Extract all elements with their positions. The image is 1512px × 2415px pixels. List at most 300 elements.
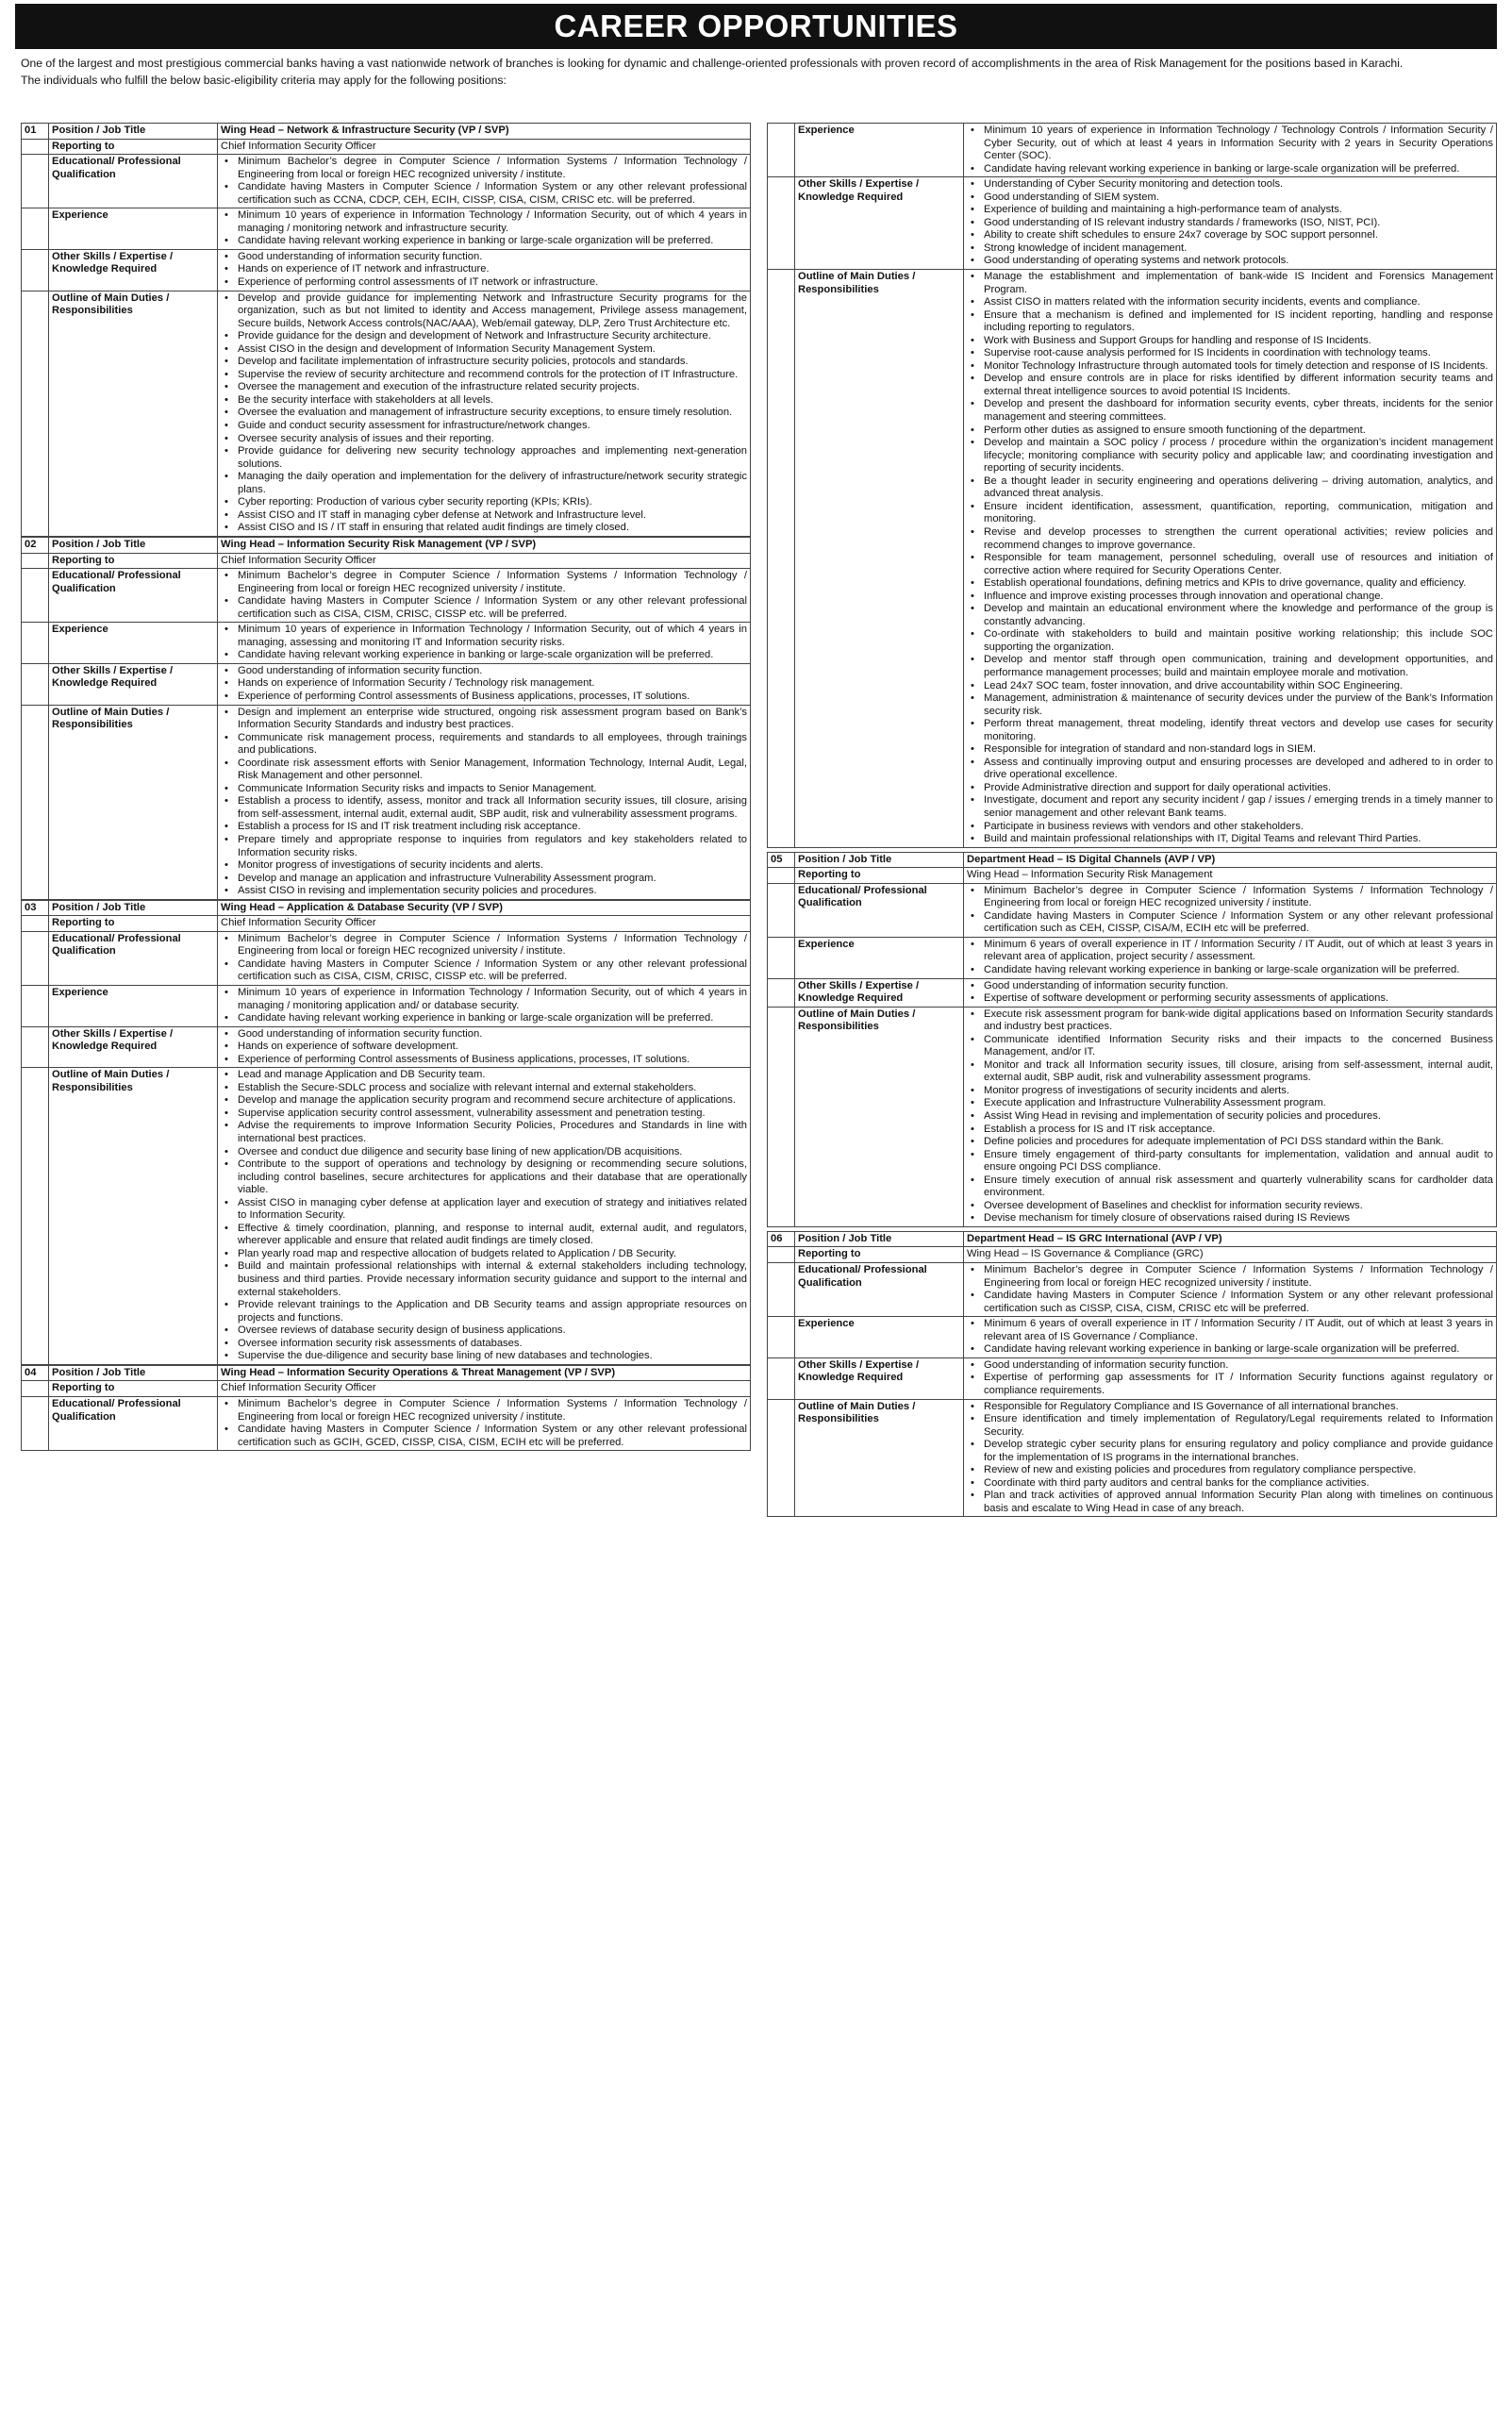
position-number [22, 291, 49, 536]
skills-list [967, 980, 1493, 1006]
duties-item: • Coordinate risk assessment efforts with Senior Management, Information Technology, Internal Audit, Legal, Risk Management and other personnel. [221, 758, 747, 783]
duties-item: • Ensure timely execution of annual risk assessment and quarterly vulnerability scans for cardholder data environment. [967, 1174, 1493, 1200]
job-title: Wing Head – Application & Database Security (VP / SVP) [218, 900, 751, 916]
position-number [768, 1357, 795, 1399]
reporting-to-value: Wing Head – IS Governance & Compliance (GRC) [964, 1247, 1497, 1263]
education-item: • Minimum Bachelor’s degree in Computer Science / Information Systems / Information Technology / Engineering from local or foreign HEC recognized university / institute. [967, 885, 1493, 910]
position-number: 03 [22, 900, 49, 916]
row-duties-value [964, 1007, 1497, 1226]
position-number [22, 1068, 49, 1365]
education-list [967, 885, 1493, 936]
row-skills-label: Other Skills / Expertise / Knowledge Required [795, 978, 964, 1007]
row-duties-value [218, 705, 751, 899]
reporting-to-value: Wing Head – Information Security Risk Management [964, 868, 1497, 884]
duties-list [221, 707, 747, 898]
position-table-03 [21, 900, 751, 1365]
duties-item: • Supervise root-cause analysis performed for IS Incidents in coordination with technology teams. [967, 347, 1493, 360]
duties-item: • Assist CISO in the design and development of Information Security Management System. [221, 343, 747, 357]
row-reporting-label: Reporting to [795, 1247, 964, 1263]
duties-item: • Build and maintain professional relationships with IT, Digital Teams and relevant Third Parties. [967, 833, 1493, 846]
row-education-value [218, 569, 751, 623]
reporting-to-value: Chief Information Security Officer [218, 1381, 751, 1397]
duties-item: • Advise the requirements to improve Information Security Policies, Procedures and Standards in line with international best practices. [221, 1120, 747, 1145]
position-number [768, 868, 795, 884]
education-list [967, 1264, 1493, 1315]
duties-item: • Assist Wing Head in revising and implementation of security policies and procedures. [967, 1110, 1493, 1124]
skills-list [967, 1359, 1493, 1398]
row-education [22, 569, 751, 623]
duties-item: • Develop and present the dashboard for information security events, cyber threats, incidents for the senior management and steering committees. [967, 398, 1493, 424]
duties-item: • Monitor progress of investigations of security incidents and alerts. [967, 1085, 1493, 1098]
duties-list [967, 271, 1493, 846]
duties-item: • Influence and improve existing processes through innovation and operational change. [967, 591, 1493, 604]
duties-item: • Establish operational foundations, defining metrics and KPIs to drive governance, quality and efficiency. [967, 577, 1493, 591]
position-number [768, 937, 795, 978]
education-item: • Candidate having Masters in Computer Science / Information System or any other relevant professional certification such as CCNA, CDCP, CEH, ECIH, CISSP, CISA, CISM, CRISC etc. will be preferred. [221, 181, 747, 207]
duties-item: • Monitor and track all Information security issues, till closure, arising from self-assessment, internal audit, external audit, SBP audit, risk and vulnerability assessment programs. [967, 1059, 1493, 1085]
skills-item: • Hands on experience of Information Security / Technology risk management. [221, 677, 747, 691]
duties-item: • Ensure incident identification, assessment, quantification, reporting, communication, mitigation and monitoring. [967, 501, 1493, 526]
duties-item: • Guide and conduct security assessment for infrastructure/network changes. [221, 420, 747, 433]
experience-list [967, 125, 1493, 175]
duties-item: • Build and maintain professional relationships with internal & external stakeholders including technology, business and third parties. Provide necessary information security guidance and support to the internal and external stakeholders. [221, 1260, 747, 1299]
position-number: 01 [22, 124, 49, 140]
duties-item: • Plan yearly road map and respective allocation of budgets related to Application / DB Security. [221, 1248, 747, 1261]
education-item: • Minimum Bachelor’s degree in Computer Science / Information Systems / Information Technology / Engineering from local or foreign HEC recognized university / institute. [221, 570, 747, 595]
position-number [22, 249, 49, 291]
experience-item: • Minimum 10 years of experience in Information Technology / Technology Controls / Information Security / Cyber Security, out of which at least 4 years in Information Security with 2 years in Security Operations Center (SOC). [967, 125, 1493, 163]
position-number [22, 1381, 49, 1397]
row-duties-label: Outline of Main Duties / Responsibilities [49, 705, 218, 899]
duties-item: • Devise mechanism for timely closure of observations raised during IS Reviews [967, 1212, 1493, 1225]
duties-item: • Ensure that a mechanism is defined and implemented for IS incident reporting, handling and response including reporting to regulators. [967, 309, 1493, 335]
duties-item: • Co-ordinate with stakeholders to build and maintain positive working relationship; this include SOC supporting the organization. [967, 628, 1493, 654]
row-duties-label: Outline of Main Duties / Responsibilities [795, 1007, 964, 1226]
position-table-01 [21, 123, 751, 537]
duties-item: • Develop and facilitate implementation of infrastructure security policies, protocols and standards. [221, 356, 747, 369]
duties-item: • Be the security interface with stakeholders at all levels. [221, 394, 747, 408]
row-education-label: Educational/ Professional Qualification [49, 1396, 218, 1450]
duties-item: • Effective & timely coordination, planning, and response to internal audit, external audit, and regulators, wherever applicable and ensure that related audit findings are timely closed. [221, 1223, 747, 1248]
duties-item: • Provide guidance for the design and development of Network and Infrastructure Security architecture. [221, 330, 747, 343]
row-experience [768, 124, 1497, 177]
row-duties [22, 705, 751, 899]
duties-item: • Develop strategic cyber security plans for ensuring regulatory and policy compliance and provide guidance for the implementation of IS programs in the international branches. [967, 1439, 1493, 1464]
row-education [22, 931, 751, 985]
row-experience-label: Experience [49, 208, 218, 250]
duties-item: • Ensure identification and timely implementation of Regulatory/Legal requirements related to Information Security. [967, 1413, 1493, 1439]
position-number [22, 553, 49, 569]
job-title: Department Head – IS Digital Channels (AVP / VP) [964, 852, 1497, 868]
row-education-value [964, 1263, 1497, 1317]
position-number [22, 208, 49, 250]
education-item: • Candidate having Masters in Computer Science / Information System or any other relevant professional certification such as CISA, CISM, CRISC, CISSP etc. will be preferred. [221, 958, 747, 984]
row-skills [22, 1026, 751, 1068]
duties-item: • Assist CISO in managing cyber defense at application layer and execution of strategy and initiatives related to Information Security. [221, 1197, 747, 1223]
position-number [22, 916, 49, 932]
duties-item: • Lead 24x7 SOC team, foster innovation, and drive accountability within SOC Engineering. [967, 680, 1493, 693]
skills-item: • Good understanding of information security function. [221, 665, 747, 678]
duties-item: • Develop and ensure controls are in place for risks identified by different information security teams and external threat intelligence sources to avoid potential IS Incidents. [967, 373, 1493, 398]
row-skills [768, 1357, 1497, 1399]
row-duties-value [964, 1399, 1497, 1517]
experience-item: • Minimum 6 years of overall experience in IT / Information Security / IT Audit, out of which at least 3 years in relevant area of application, project security / assessment. [967, 939, 1493, 964]
row-reporting-label: Reporting to [49, 1381, 218, 1397]
skills-item: • Hands on experience of software development. [221, 1041, 747, 1054]
duties-item: • Managing the daily operation and implementation for the delivery of infrastructure/network security strategic plans. [221, 471, 747, 496]
duties-item: • Be a thought leader in security engineering and operations delivering – driving automation, analytics, and advanced threat analysis. [967, 475, 1493, 501]
duties-item: • Execute risk assessment program for bank-wide digital applications based on Information Security standards and industry best practices. [967, 1008, 1493, 1034]
position-table-06 [767, 1231, 1497, 1517]
position-number [768, 978, 795, 1007]
row-education [768, 883, 1497, 937]
duties-item: • Oversee development of Baselines and checklist for information security reviews. [967, 1200, 1493, 1213]
row-education-label: Educational/ Professional Qualification [49, 931, 218, 985]
education-list [221, 933, 747, 984]
position-number [22, 986, 49, 1027]
duties-item: • Work with Business and Support Groups for handling and response of IS Incidents. [967, 335, 1493, 348]
skills-list [221, 1028, 747, 1067]
duties-item: • Establish a process to identify, assess, monitor and track all Information security issues, till closure, arising from self-assessment, internal audit, external audit, SBP audit, risk and vulnerability assessment programs. [221, 795, 747, 821]
reporting-to-value: Chief Information Security Officer [218, 553, 751, 569]
row-education-label: Educational/ Professional Qualification [795, 883, 964, 937]
row-duties-label: Outline of Main Duties / Responsibilities [795, 1399, 964, 1517]
duties-item: • Develop and mentor staff through open communication, training and development opportunities, and performance management processes; build and maintain employee morale and motivation. [967, 654, 1493, 679]
duties-item: • Establish a process for IS and IT risk treatment including risk acceptance. [221, 821, 747, 834]
position-number [22, 663, 49, 705]
position-number [22, 931, 49, 985]
row-title [22, 124, 751, 140]
experience-item: • Candidate having relevant working experience in banking or large-scale organization will be preferred. [967, 163, 1493, 176]
skills-item: • Good understanding of information security function. [967, 1359, 1493, 1373]
row-skills-label: Other Skills / Expertise / Knowledge Required [49, 1026, 218, 1068]
row-duties [22, 291, 751, 536]
row-skills-value [218, 1026, 751, 1068]
duties-item: • Ensure timely engagement of third-party consultants for implementation, validation and annual audit to ensure ongoing PCI DSS compliance. [967, 1149, 1493, 1174]
intro-criteria: The individuals who fulfill the below basic-eligibility criteria may apply for the following positions: [21, 74, 507, 87]
row-title-label: Position / Job Title [49, 124, 218, 140]
duties-item: • Communicate Information Security risks and impacts to Senior Management. [221, 783, 747, 796]
row-duties [768, 1007, 1497, 1226]
experience-item: • Minimum 10 years of experience in Information Technology / Information Security, out of which 4 years in managing, assessing and monitoring IT and Information security risks. [221, 624, 747, 649]
row-skills-value [218, 249, 751, 291]
experience-item: • Minimum 10 years of experience in Information Technology / Information Security, out of which 4 years in managing / monitoring network and infrastructure security. [221, 209, 747, 235]
skills-list [221, 665, 747, 704]
duties-item: • Communicate risk management process, requirements and standards to all employees, through trainings and publications. [221, 732, 747, 758]
row-education-label: Educational/ Professional Qualification [49, 569, 218, 623]
row-duties [768, 1399, 1497, 1517]
row-duties [768, 270, 1497, 848]
row-duties-label: Outline of Main Duties / Responsibilities [49, 291, 218, 536]
row-education-value [218, 1396, 751, 1450]
row-experience-value [218, 623, 751, 664]
duties-item: • Execute application and Infrastructure Vulnerability Assessment program. [967, 1097, 1493, 1110]
intro-paragraph: One of the largest and most prestigious commercial banks having a vast nationwide network of branches is looking for dynamic and challenge-oriented professionals with proven record of accomplishments in the area of Risk Management for the positions based in Karachi. [21, 57, 1404, 70]
row-experience [22, 623, 751, 664]
skills-item: • Understanding of Cyber Security monitoring and detection tools. [967, 178, 1493, 192]
duties-item: • Assist CISO and IS / IT staff in ensuring that related audit findings are timely closed. [221, 522, 747, 535]
skills-item: • Expertise of performing gap assessments for IT / Information Security functions against regulatory or compliance requirements. [967, 1372, 1493, 1397]
experience-item: • Minimum 6 years of overall experience in IT / Information Security / IT Audit, out of which at least 3 years in relevant area of IS Governance / Compliance. [967, 1318, 1493, 1343]
row-reporting [768, 868, 1497, 884]
duties-item: • Manage the establishment and implementation of bank-wide IS Incident and Forensics Management Program. [967, 271, 1493, 296]
duties-item: • Plan and track activities of approved annual Information Security Plan along with timelines on continuous basis and escalate to Wing Head in case of any breach. [967, 1490, 1493, 1515]
row-reporting [22, 1381, 751, 1397]
skills-list [967, 178, 1493, 268]
row-skills-label: Other Skills / Expertise / Knowledge Required [795, 177, 964, 270]
duties-item: • Assist CISO in matters related with the information security incidents, events and compliance. [967, 296, 1493, 309]
row-education-value [218, 155, 751, 208]
row-skills-value [964, 978, 1497, 1007]
position-number [768, 1007, 795, 1226]
duties-list [221, 292, 747, 535]
skills-item: • Experience of performing Control assessments of Business applications, processes, IT solutions. [221, 691, 747, 704]
row-experience-label: Experience [795, 124, 964, 177]
row-skills [768, 978, 1497, 1007]
experience-list [221, 624, 747, 662]
position-number [768, 270, 795, 848]
row-reporting-label: Reporting to [795, 868, 964, 884]
duties-item: • Communicate identified Information Security risks and their impacts to the concerned Business Management, and/or IT. [967, 1034, 1493, 1059]
duties-item: • Perform threat management, threat modeling, identify threat vectors and develop use cases for security monitoring. [967, 718, 1493, 743]
skills-item: • Good understanding of information security function. [967, 980, 1493, 993]
row-duties [22, 1068, 751, 1365]
row-experience-value [964, 124, 1497, 177]
duties-item: • Monitor progress of investigations of security incidents and alerts. [221, 859, 747, 873]
experience-item: • Candidate having relevant working experience in banking or large-scale organization will be preferred. [221, 649, 747, 662]
education-list [221, 156, 747, 207]
row-education [22, 155, 751, 208]
duties-item: • Revise and develop processes to strengthen the current operational activities; review policies and recommend changes to improve governance. [967, 526, 1493, 552]
row-title [22, 537, 751, 553]
skills-item: • Strong knowledge of incident management. [967, 242, 1493, 256]
skills-item: • Experience of performing control assessments of IT network or infrastructure. [221, 276, 747, 290]
duties-item: • Prepare timely and appropriate response to inquiries from regulators and key stakeholders related to Information security risks. [221, 834, 747, 859]
duties-item: • Provide Administrative direction and support for daily operational activities. [967, 782, 1493, 795]
experience-item: • Minimum 10 years of experience in Information Technology / Information Security, out of which 4 years in managing / monitoring application and/ or database security. [221, 987, 747, 1012]
experience-list [967, 1318, 1493, 1357]
position-table-04 [767, 123, 1497, 848]
education-list [221, 570, 747, 621]
row-experience-label: Experience [795, 1317, 964, 1358]
row-title-label: Position / Job Title [795, 852, 964, 868]
duties-list [967, 1008, 1493, 1225]
row-title [22, 900, 751, 916]
experience-list [221, 209, 747, 248]
duties-item: • Responsible for Regulatory Compliance and IS Governance of all international branches. [967, 1401, 1493, 1414]
row-education [22, 1396, 751, 1450]
row-reporting-label: Reporting to [49, 553, 218, 569]
row-experience-label: Experience [49, 623, 218, 664]
education-item: • Minimum Bachelor’s degree in Computer Science / Information Systems / Information Technology / Engineering from local or foreign HEC recognized university / institute. [221, 933, 747, 958]
duties-item: • Provide relevant trainings to the Application and DB Security teams and assign appropriate resources on projects and functions. [221, 1299, 747, 1324]
row-reporting [22, 916, 751, 932]
position-number: 05 [768, 852, 795, 868]
position-number [22, 705, 49, 899]
education-item: • Minimum Bachelor’s degree in Computer Science / Information Systems / Information Technology / Engineering from local or foreign HEC recognized university / institute. [221, 1398, 747, 1424]
duties-item: • Lead and manage Application and DB Security team. [221, 1069, 747, 1082]
experience-item: • Candidate having relevant working experience in banking or large-scale organization will be preferred. [221, 235, 747, 248]
job-title: Department Head – IS GRC International (AVP / VP) [964, 1231, 1497, 1247]
row-title-label: Position / Job Title [49, 537, 218, 553]
experience-list [221, 987, 747, 1025]
duties-item: • Oversee security analysis of issues and their reporting. [221, 433, 747, 446]
row-skills-value [218, 663, 751, 705]
row-experience [768, 937, 1497, 978]
row-skills-label: Other Skills / Expertise / Knowledge Required [49, 663, 218, 705]
row-education [768, 1263, 1497, 1317]
row-duties-value [964, 270, 1497, 848]
skills-item: • Ability to create shift schedules to ensure 24x7 coverage by SOC support personnel. [967, 229, 1493, 242]
experience-item: • Candidate having relevant working experience in banking or large-scale organization will be preferred. [221, 1012, 747, 1025]
education-item: • Candidate having Masters in Computer Science / Information System or any other relevant professional certification such as CISA, CISM, CRISC, CISSP etc. will be preferred. [221, 595, 747, 621]
position-number [768, 177, 795, 270]
row-reporting-label: Reporting to [49, 139, 218, 155]
duties-item: • Investigate, document and report any security incident / gap / issues / emerging trends in a timely manner to senior management and other relevant Bank teams. [967, 794, 1493, 820]
education-item: • Candidate having Masters in Computer Science / Information System or any other relevant professional certification such as GCIH, GCED, CISSP, CISA, CISM, ECIH etc will be preferred. [221, 1424, 747, 1449]
duties-item: • Define policies and procedures for adequate implementation of PCI DSS standard within the Bank. [967, 1136, 1493, 1149]
row-title [768, 1231, 1497, 1247]
row-skills-label: Other Skills / Expertise / Knowledge Required [49, 249, 218, 291]
duties-item: • Develop and maintain an educational environment where the knowledge and performance of the group is constantly advancing. [967, 603, 1493, 628]
row-title [22, 1365, 751, 1381]
skills-item: • Expertise of software development or performing security assessments of applications. [967, 992, 1493, 1006]
duties-item: • Develop and maintain a SOC policy / process / procedure within the organization’s incident management lifecycle; monitoring compliance with security policy and applicable law; and coordinating investigation and reporting of security incidents. [967, 437, 1493, 475]
row-skills [22, 249, 751, 291]
duties-item: • Assess and continually improving output and ensuring processes are developed and adhered to in order to drive operational excellence. [967, 757, 1493, 782]
skills-item: • Hands on experience of IT network and infrastructure. [221, 263, 747, 276]
position-number: 04 [22, 1365, 49, 1381]
row-education-value [964, 883, 1497, 937]
duties-item: • Develop and manage an application and infrastructure Vulnerability Assessment program. [221, 873, 747, 886]
duties-item: • Oversee and conduct due diligence and security base lining of new application/DB acquisitions. [221, 1146, 747, 1159]
row-experience-value [218, 208, 751, 250]
education-item: • Minimum Bachelor’s degree in Computer Science / Information Systems / Information Technology / Engineering from local or foreign HEC recognized university / institute. [967, 1264, 1493, 1290]
duties-item: • Provide guidance for delivering new security technology approaches and implementing next-generation solutions. [221, 445, 747, 471]
duties-item: • Responsible for team management, personnel scheduling, overall use of resources and initiation of corrective action where required for Security Operations Center. [967, 552, 1493, 577]
row-reporting [22, 139, 751, 155]
experience-list [967, 939, 1493, 977]
row-duties-label: Outline of Main Duties / Responsibilities [795, 270, 964, 848]
position-number [22, 139, 49, 155]
row-experience-value [964, 937, 1497, 978]
reporting-to-value: Chief Information Security Officer [218, 139, 751, 155]
row-experience [22, 986, 751, 1027]
duties-item: • Coordinate with third party auditors and central banks for the compliance activities. [967, 1477, 1493, 1491]
duties-item: • Participate in business reviews with vendors and other stakeholders. [967, 821, 1493, 834]
row-title-label: Position / Job Title [49, 1365, 218, 1381]
row-education-value [218, 931, 751, 985]
row-skills-label: Other Skills / Expertise / Knowledge Required [795, 1357, 964, 1399]
row-duties-value [218, 1068, 751, 1365]
position-number [22, 1026, 49, 1068]
row-reporting [768, 1247, 1497, 1263]
page-title: CAREER OPPORTUNITIES [15, 4, 1497, 49]
row-experience [768, 1317, 1497, 1358]
row-experience [22, 208, 751, 250]
position-number [22, 623, 49, 664]
intro [21, 57, 1492, 91]
duties-item: • Supervise the review of security architecture and recommend controls for the protection of IT Infrastructure. [221, 369, 747, 382]
row-skills-value [964, 177, 1497, 270]
duties-list [967, 1401, 1493, 1516]
row-title [768, 852, 1497, 868]
position-number [768, 1247, 795, 1263]
right-column [767, 123, 1497, 1517]
row-skills [22, 663, 751, 705]
skills-list [221, 251, 747, 290]
experience-item: • Candidate having relevant working experience in banking or large-scale organization will be preferred. [967, 1343, 1493, 1357]
row-skills [768, 177, 1497, 270]
education-list [221, 1398, 747, 1449]
education-item: • Candidate having Masters in Computer Science / Information System or any other relevant professional certification such as CEH, CISSP, CISA/M, ECIH etc will be preferred. [967, 910, 1493, 936]
row-duties-label: Outline of Main Duties / Responsibilities [49, 1068, 218, 1365]
position-number [768, 1263, 795, 1317]
duties-item: • Establish a process for IS and IT risk acceptance. [967, 1124, 1493, 1137]
row-title-label: Position / Job Title [49, 900, 218, 916]
row-education-label: Educational/ Professional Qualification [795, 1263, 964, 1317]
skills-item: • Good understanding of information security function. [221, 1028, 747, 1041]
duties-item: • Responsible for integration of standard and non-standard logs in SIEM. [967, 743, 1493, 757]
duties-item: • Contribute to the support of operations and technology by designing or recommending secure solutions, including control baselines, secure architectures for applications and their database that are operationally viable. [221, 1158, 747, 1197]
education-item: • Candidate having Masters in Computer Science / Information System or any other relevant professional certification such as CISSP, CISA, CISM, CRISC etc will be preferred. [967, 1290, 1493, 1315]
duties-item: • Oversee the evaluation and management of infrastructure security exceptions, to ensure timely resolution. [221, 407, 747, 420]
row-duties-value [218, 291, 751, 536]
duties-item: • Develop and manage the application security program and recommend secure architecture of applications. [221, 1094, 747, 1108]
duties-item: • Assist CISO and IT staff in managing cyber defense at Network and Infrastructure level. [221, 509, 747, 523]
skills-item: • Good understanding of SIEM system. [967, 192, 1493, 205]
position-number [768, 883, 795, 937]
duties-item: • Supervise the due-diligence and security base lining of new databases and technologies. [221, 1350, 747, 1363]
duties-item: • Oversee the management and execution of the infrastructure related security projects. [221, 381, 747, 394]
duties-item: • Review of new and existing policies and procedures from regulatory compliance perspective. [967, 1464, 1493, 1477]
position-number: 02 [22, 537, 49, 553]
reporting-to-value: Chief Information Security Officer [218, 916, 751, 932]
duties-item: • Assist CISO in revising and implementation security policies and procedures. [221, 885, 747, 898]
duties-item: • Establish the Secure-SDLC process and socialize with relevant internal and external stakeholders. [221, 1082, 747, 1095]
skills-item: • Good understanding of information security function. [221, 251, 747, 264]
skills-item: • Experience of building and maintaining a high-performance team of analysts. [967, 204, 1493, 217]
row-skills-value [964, 1357, 1497, 1399]
skills-item: • Good understanding of operating systems and network protocols. [967, 255, 1493, 268]
duties-item: • Monitor Technology Infrastructure through automated tools for timely detection and response of IS Incidents. [967, 360, 1493, 374]
duties-item: • Oversee reviews of database security design of business applications. [221, 1324, 747, 1338]
position-table-04 [21, 1365, 751, 1451]
job-title: Wing Head – Network & Infrastructure Security (VP / SVP) [218, 124, 751, 140]
job-title: Wing Head – Information Security Operations & Threat Management (VP / SVP) [218, 1365, 751, 1381]
row-experience-value [964, 1317, 1497, 1358]
position-number [22, 155, 49, 208]
duties-item: • Design and implement an enterprise wide structured, ongoing risk assessment program based on Bank’s Information Security Standards and industry best practices. [221, 707, 747, 732]
row-experience-label: Experience [795, 937, 964, 978]
position-table-05 [767, 852, 1497, 1227]
position-number [22, 1396, 49, 1450]
row-reporting [22, 553, 751, 569]
duties-list [221, 1069, 747, 1363]
position-number [768, 124, 795, 177]
duties-item: • Supervise application security control assessment, vulnerability assessment and penetration testing. [221, 1108, 747, 1121]
left-column [21, 123, 751, 1451]
skills-item: • Good understanding of IS relevant industry standards / frameworks (ISO, NIST, PCI). [967, 217, 1493, 230]
row-experience-value [218, 986, 751, 1027]
position-number [768, 1317, 795, 1358]
duties-item: • Perform other duties as assigned to ensure smooth functioning of the department. [967, 425, 1493, 438]
skills-item: • Experience of performing Control assessments of Business applications, processes, IT solutions. [221, 1054, 747, 1067]
duties-item: • Management, administration & maintenance of security devices under the purview of the Bank’s Information security risk. [967, 692, 1493, 718]
row-title-label: Position / Job Title [795, 1231, 964, 1247]
job-title: Wing Head – Information Security Risk Management (VP / SVP) [218, 537, 751, 553]
position-table-02 [21, 537, 751, 900]
